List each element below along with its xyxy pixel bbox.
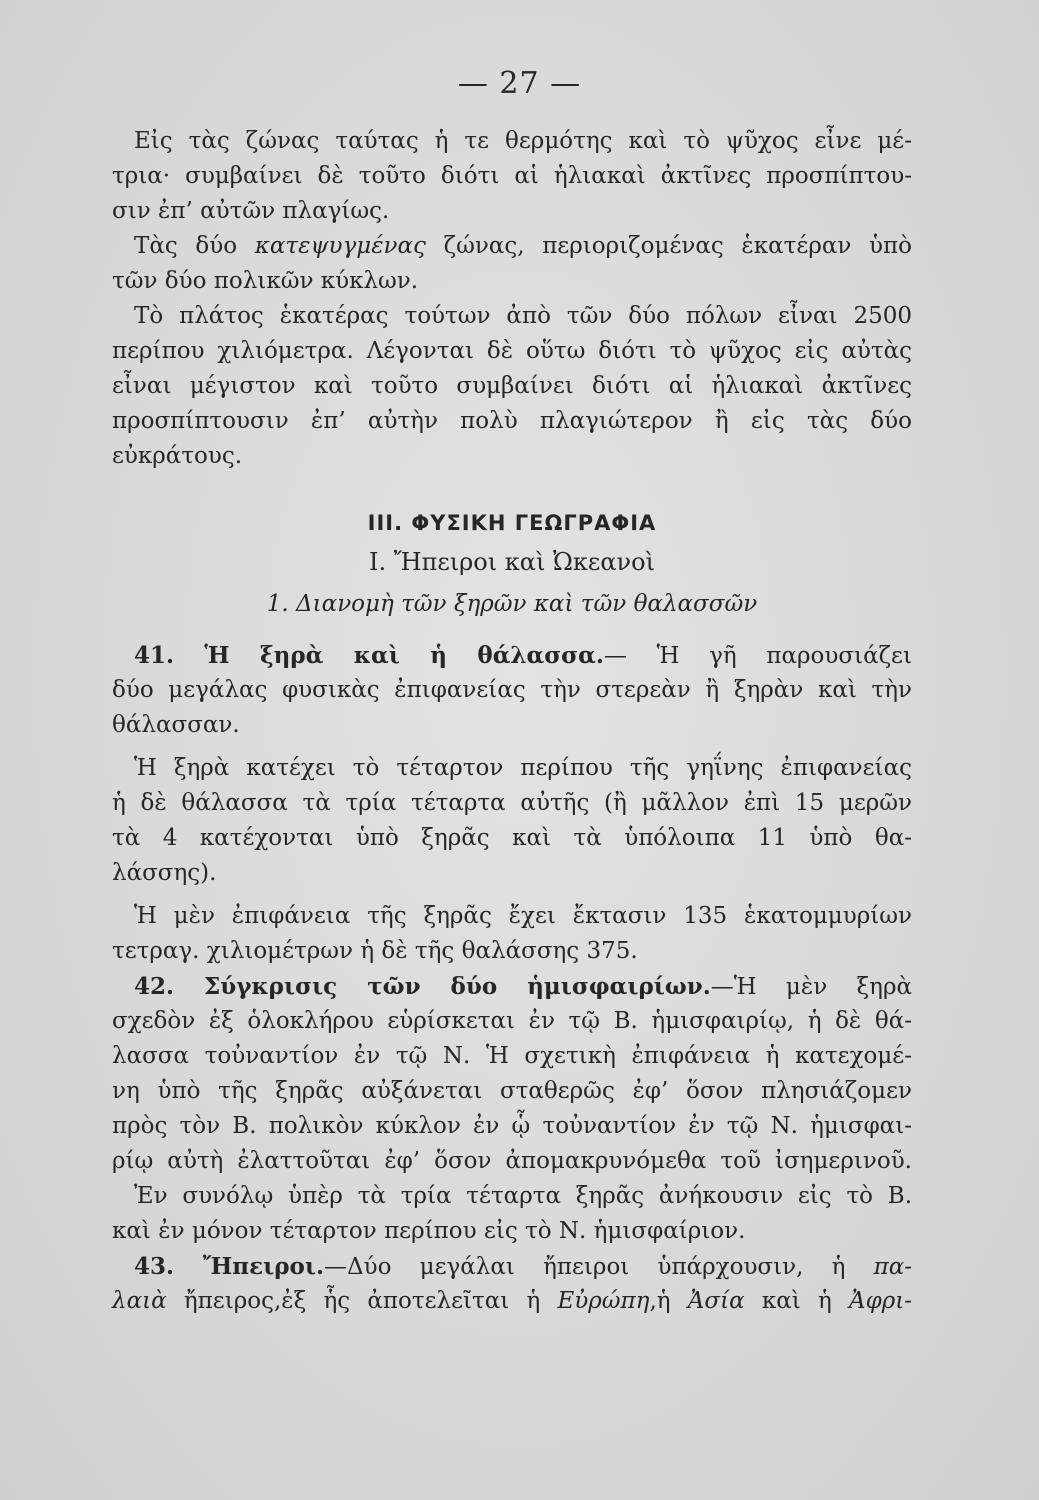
- text-line: τετραγ. χιλιομέτρων ἡ δὲ τῆς θαλάσσης 375.: [112, 938, 638, 964]
- paragraph-title: 41. Ἡ ξηρὰ καὶ ἡ θάλασσα.: [134, 642, 604, 669]
- text-line: [112, 969, 912, 1004]
- text-line: εὐκράτους.: [112, 443, 243, 469]
- text-line: καὶ ἐν μόνον τέταρτον περίπου εἰς τὸ Ν. ἡμισφαίριον.: [112, 1218, 746, 1244]
- page-number: — 27 —: [457, 66, 582, 101]
- text-line: τρια· συμβαίνει δὲ τοῦτο διότι αἱ ἡλιακαὶ ἀκτῖνες προσπίπτου-: [112, 163, 912, 189]
- text-line: πρὸς τὸν Β. πολικὸν κύκλον ἐν ᾧ τοὐναντίον ἐν τῷ Ν. ἡμισφαι-: [112, 1113, 912, 1139]
- chapter-heading: I. Ἤπειροι καὶ Ὠκεανοὶ: [368, 548, 655, 576]
- text-line: Ἐν συνόλῳ ὑπὲρ τὰ τρία τέταρτα ξηρᾶς ἀνήκουσιν εἰς τὸ Β.: [134, 1183, 912, 1209]
- text-line: σχεδὸν ἐξ ὁλοκλήρου εὑρίσκεται ἐν τῷ Β. ἡμισφαιρίῳ, ἡ δὲ θά-: [112, 1008, 912, 1034]
- text-line: Ἡ ξηρὰ κατέχει τὸ τέταρτον περίπου τῆς γηΐνης ἐπιφανείας: [134, 755, 912, 781]
- text-line: προσπίπτουσιν ἐπ’ αὐτὴν πολὺ πλαγιώτερον ἢ εἰς τὰς δύο: [112, 408, 912, 434]
- text-line: τῶν δύο πολικῶν κύκλων.: [112, 268, 419, 294]
- italic-term: Ἀσία: [687, 1288, 745, 1314]
- italic-term: λαιὰ: [112, 1288, 167, 1314]
- text-line: θάλασσαν.: [112, 712, 240, 738]
- italic-term: πα-: [873, 1254, 913, 1280]
- text-line: [112, 638, 912, 673]
- text-run: ζώνας, περιοριζομένας ἑκατέραν ὑπὸ: [425, 233, 912, 259]
- text-line: εἶναι μέγιστον καὶ τοῦτο συμβαίνει διότι αἱ ἡλιακαὶ ἀκτῖνες: [112, 373, 912, 399]
- text-run: καὶ ἡ: [744, 1288, 849, 1314]
- text-line: Εἰς τὰς ζώνας ταύτας ἡ τε θερμότης καὶ τὸ ψῦχος εἶνε μέ-: [134, 128, 912, 154]
- text-line: ρίῳ αὐτὴ ἐλαττοῦται ἐφ’ ὅσον ἀπομακρυνόμεθα τοῦ ἰσημερινοῦ.: [112, 1148, 912, 1174]
- text-line: λασσα τοὐναντίον ἐν τῷ Ν. Ἡ σχετικὴ ἐπιφάνεια ἡ κατεχομέ-: [112, 1043, 912, 1069]
- text-line: λάσσης).: [112, 860, 217, 886]
- italic-term: Εὐρώπη: [557, 1288, 650, 1314]
- text-line: [112, 229, 912, 264]
- text-line: τὰ 4 κατέχονται ὑπὸ ξηρᾶς καὶ τὰ ὑπόλοιπα 11 ὑπὸ θα-: [112, 825, 912, 851]
- text-run: —Ἡ μὲν ξηρὰ: [710, 974, 913, 1000]
- sub-heading: 1. Διανομὴ τῶν ξηρῶν καὶ τῶν θαλασσῶν: [266, 591, 758, 617]
- text-line: δύο μεγάλας φυσικὰς ἐπιφανείας τὴν στερεὰν ἢ ξηρὰν καὶ τὴν: [112, 677, 912, 703]
- text-run: Τὰς δύο: [134, 233, 255, 259]
- text-line: Ἡ μὲν ἐπιφάνεια τῆς ξηρᾶς ἔχει ἔκτασιν 135 ἑκατομμυρίων: [134, 903, 912, 929]
- text-run: — Ἡ γῆ παρουσιάζει: [603, 643, 912, 669]
- text-run: ἤπειρος,ἐξ ἧς ἀποτελεῖται ἡ: [166, 1288, 558, 1314]
- text-run: —Δύο μεγάλαι ἤπειροι ὑπάρχουσιν, ἡ: [324, 1254, 874, 1280]
- text-line: νη ὑπὸ τῆς ξηρᾶς αὐξάνεται σταθερῶς ἐφ’ ὅσον πλησιάζομεν: [112, 1078, 912, 1104]
- page-body: [112, 124, 912, 1319]
- text-line: [112, 1249, 912, 1284]
- text-line: σιν ἐπ’ αὐτῶν πλαγίως.: [112, 198, 390, 224]
- text-run: ,ἡ: [649, 1288, 688, 1314]
- italic-term: Ἀφρι-: [848, 1288, 913, 1314]
- text-line: περίπου χιλιόμετρα. Λέγονται δὲ οὕτω διότι τὸ ψῦχος εἰς αὐτὰς: [112, 338, 912, 364]
- text-line: ἡ δὲ θάλασσα τὰ τρία τέταρτα αὐτῆς (ἢ μᾶλλον ἐπὶ 15 μερῶν: [112, 790, 912, 816]
- paragraph-title: 42. Σύγκρισις τῶν δύο ἡμισφαιρίων.: [134, 973, 711, 1000]
- paragraph-title: 43. Ἤπειροι.: [134, 1253, 325, 1280]
- section-heading: III. ΦΥΣΙΚΗ ΓΕΩΓΡΑΦΙΑ: [367, 511, 657, 535]
- text-line: [112, 1284, 912, 1319]
- italic-term: κατεψυγμένας: [254, 233, 426, 259]
- text-line: Τὸ πλάτος ἑκατέρας τούτων ἀπὸ τῶν δύο πόλων εἶναι 2500: [134, 303, 912, 329]
